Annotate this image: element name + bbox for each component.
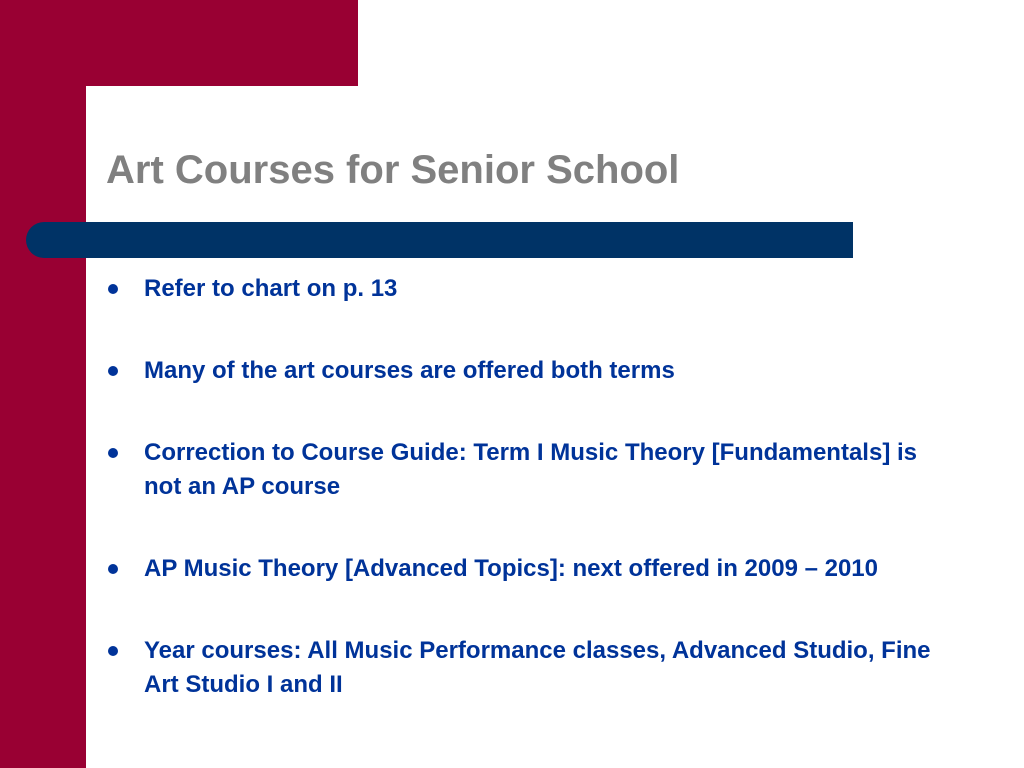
- bullet-dot-icon: [108, 284, 118, 294]
- bullet-item-ap-music-theory: [106, 552, 956, 586]
- bullet-item-chart-reference: [106, 272, 956, 306]
- bullet-item-year-courses: [106, 634, 956, 702]
- bullet-text: Year courses: All Music Performance classes, Advanced Studio, Fine Art Studio I and II: [144, 637, 931, 698]
- bullet-dot-icon: [108, 366, 118, 376]
- bullet-item-both-terms: [106, 354, 956, 388]
- top-accent-band: [0, 0, 358, 86]
- bullet-dot-icon: [108, 564, 118, 574]
- bullet-dot-icon: [108, 646, 118, 656]
- bullet-text: Refer to chart on p. 13: [144, 275, 398, 302]
- bullet-item-correction: [106, 436, 956, 504]
- bullet-list: [106, 272, 956, 750]
- slide-title: Art Courses for Senior School: [106, 148, 680, 192]
- left-accent-band: [0, 0, 86, 768]
- content-area-corner: [86, 86, 146, 146]
- title-divider-bar: [26, 222, 853, 258]
- bullet-text: Many of the art courses are offered both terms: [144, 357, 675, 384]
- bullet-dot-icon: [108, 448, 118, 458]
- bullet-text: AP Music Theory [Advanced Topics]: next offered in 2009 – 2010: [144, 555, 879, 582]
- bullet-text: Correction to Course Guide: Term I Music Theory [Fundamentals] is not an AP course: [144, 439, 917, 500]
